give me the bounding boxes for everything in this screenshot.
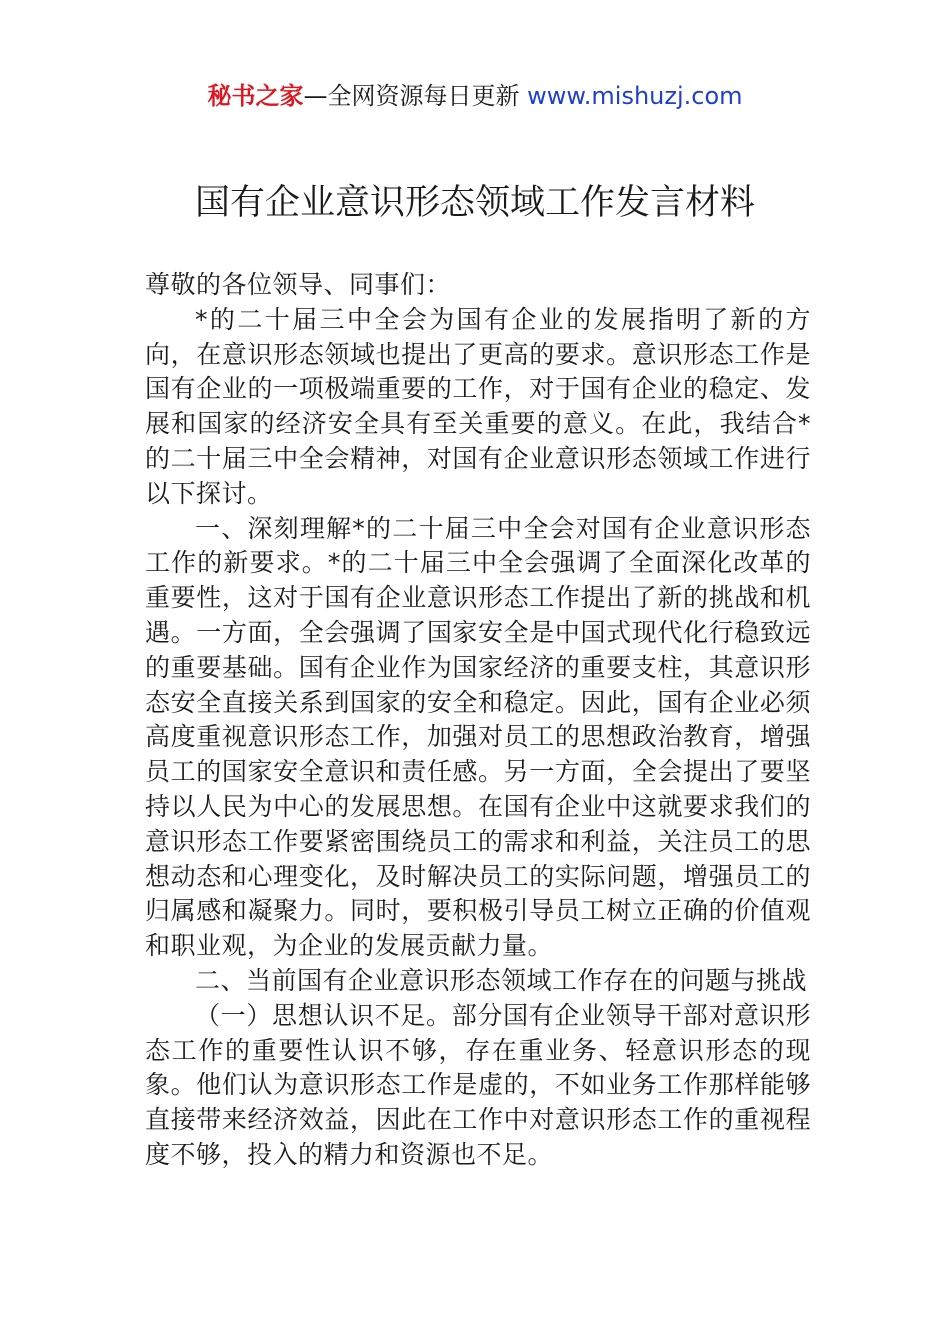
site-tagline: —全网资源每日更新 [303, 82, 528, 110]
paragraph-subsection-one: （一）思想认识不足。部分国有企业领导干部对意识形态工作的重要性认识不够，存在重业务、轻意识形态的现象。他们认为意识形态工作是虚的，不如业务工作那样能够直接带来经济效益，因此在工作中对意识形态工作的重视程度不够，投入的精力和资源也不足。 [145, 1000, 811, 1169]
salutation: 尊敬的各位领导、同事们： [145, 270, 452, 299]
site-brand: 秘书之家 [207, 82, 304, 110]
paragraph-section-two-heading: 二、当前国有企业意识形态领域工作存在的问题与挑战 [195, 965, 808, 995]
site-url-link[interactable]: www.mishuzj.com [527, 82, 743, 110]
document-body [145, 268, 811, 1173]
site-header [0, 80, 950, 112]
paragraph-intro: *的二十届三中全会为国有企业的发展指明了新的方向，在意识形态领域也提出了更高的要求。意识形态工作是国有企业的一项极端重要的工作，对于国有企业的稳定、发展和国家的经济安全具有至关重要的意义。在此，我结合*的二十届三中全会精神，对国有企业意识形态领域工作进行以下探讨。 [145, 304, 811, 508]
paragraph-section-one: 一、深刻理解*的二十届三中全会对国有企业意识形态工作的新要求。*的二十届三中全会强调了全面深化改革的重要性，这对于国有企业意识形态工作提出了新的挑战和机遇。一方面，全会强调了国家安全是中国式现代化行稳致远的重要基础。国有企业作为国家经济的重要支柱，其意识形态安全直接关系到国家的安全和稳定。因此，国有企业必须高度重视意识形态工作，加强对员工的思想政治教育，增强员工的国家安全意识和责任感。另一方面，全会提出了要坚持以人民为中心的发展思想。在国有企业中这就要求我们的意识形态工作要紧密围绕员工的需求和利益，关注员工的思想动态和心理变化，及时解决员工的实际问题，增强员工的归属感和凝聚力。同时，要积极引导员工树立正确的价值观和职业观，为企业的发展贡献力量。 [145, 513, 811, 961]
document-title: 国有企业意识形态领域工作发言材料 [194, 183, 755, 223]
